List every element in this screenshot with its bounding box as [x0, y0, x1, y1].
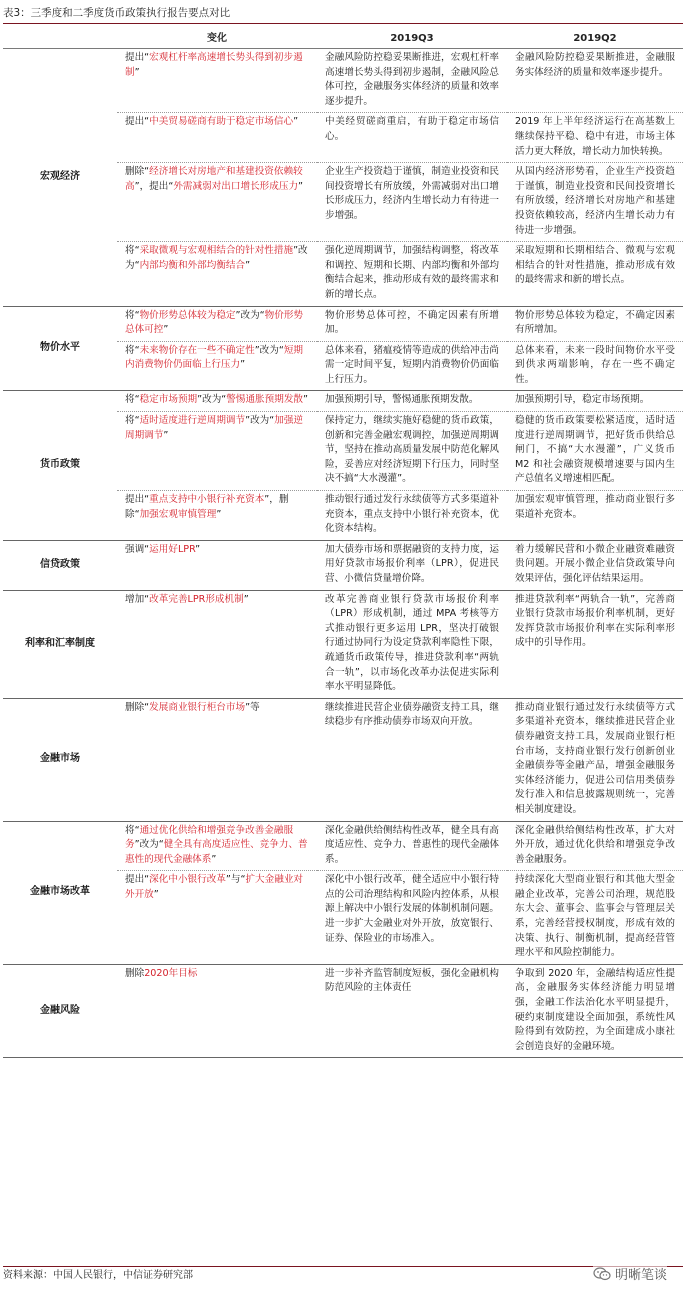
watermark — [593, 1264, 667, 1283]
header-category — [3, 30, 117, 49]
q3-cell: 推动银行通过发行永续债等方式多渠道补充资本，重点支持中小银行补充资本，优化资本结构。 — [317, 491, 507, 541]
highlight-text: 外需减弱对出口增长形成压力 — [173, 180, 299, 192]
highlight-text: 中美贸易磋商有助于稳定市场信心 — [149, 116, 294, 128]
highlight-text: 运用好LPR — [149, 543, 196, 555]
q2-cell: 总体来看，未来一段时间物价水平受到供求两端影响，存在一些不确定性。 — [507, 341, 683, 391]
change-text: ” — [245, 259, 251, 271]
change-text: 删除“ — [125, 166, 150, 178]
change-cell — [117, 341, 317, 391]
change-text: ”与“ — [225, 874, 246, 886]
q3-cell: 改革完善商业银行贷款市场报价利率（LPR）形成机制，通过 MPA 考核等方式推动银行更多运用 LPR，坚决打破银行通过协同行为设定贷款利率隐性下限，疏通货币政策传导，推进贷款利率“两轨合一轨”，以市场化改革办法促进实际利率水平明显降低。 — [317, 590, 507, 698]
table-row — [3, 306, 683, 341]
q2-cell: 持续深化大型商业银行和其他大型金融企业改革，完善公司治理，规范股东大会、董事会、监事会与管理层关系，完善经营授权制度，形成有效的决策、执行、制衡机制，提高经营管理水平和风险控制能力。 — [507, 871, 683, 965]
q2-cell: 采取短期和长期相结合、微观与宏观相结合的针对性措施，推动形成有效的最终需求和新的增长点。 — [507, 242, 683, 306]
change-text: 强调“ — [125, 543, 150, 555]
category-cell: 物价水平 — [3, 306, 117, 391]
change-text: 提出“ — [125, 874, 150, 886]
change-text: 删除“ — [125, 701, 150, 713]
category-cell: 信贷政策 — [3, 540, 117, 590]
change-text: 提出“ — [125, 52, 150, 63]
category-cell: 宏观经济 — [3, 49, 117, 307]
change-text: ”改为“ — [134, 839, 164, 851]
watermark-text: 明晰笔谈 — [614, 1268, 667, 1283]
change-text: ” — [240, 359, 246, 371]
highlight-text: 内部均衡和外部均衡结合 — [139, 259, 246, 271]
q2-cell: 从国内经济形势看，企业生产投资趋于谨慎，制造业投资和民间投资增长有所放缓，经济增长对房地产和基建投资依赖较高，经济内生增长动力有待进一步增强。 — [507, 163, 683, 242]
change-text: ”等 — [245, 701, 260, 713]
change-text: ” — [298, 180, 304, 192]
q3-cell: 保持定力，继续实施好稳健的货币政策，创新和完善金融宏观调控，加强逆周期调节，坚持在推动高质量发展中防范化解风险，妥善应对经济短期下行压力，同时坚决不搞“大水漫灌”。 — [317, 412, 507, 491]
q2-cell: 金融风险防控稳妥果断推进，金融服务实体经济的质量和效率逐步提升。 — [507, 49, 683, 113]
highlight-text: 扩大金融业对外开放 — [125, 874, 304, 900]
change-text: ”改为“ — [254, 344, 284, 356]
highlight-text: 加强逆周期调节 — [125, 415, 304, 441]
category-cell: 金融市场 — [3, 698, 117, 821]
change-text: ”改为“ — [125, 245, 308, 271]
comparison-table — [3, 30, 683, 1058]
change-cell — [117, 698, 317, 821]
change-text: ” — [216, 508, 222, 520]
q2-cell: 推动商业银行通过发行永续债等方式多渠道补充资本，继续推进民营企业债券融资支持工具，发展商业银行柜台市场，支持商业银行发行创新创业金融债券等金融产品，增强金融服务实体经济能力，促进公司信用类债券发行准入和信息披露规则统一，完善相关制度建设。 — [507, 698, 683, 821]
change-text: ” — [134, 66, 140, 78]
change-text: ” — [303, 394, 309, 406]
table-row — [3, 698, 683, 821]
change-text: 提出“ — [125, 116, 150, 128]
wechat-icon — [593, 1267, 611, 1281]
q3-cell: 强化逆周期调节，加强结构调整，将改革和调控、短期和长期、内部均衡和外部均衡结合起来，推动形成有效的最终需求和新的增长点。 — [317, 242, 507, 306]
highlight-text: 宏观杠杆率高速增长势头得到初步遏制 — [125, 52, 303, 78]
q3-cell: 总体来看，猪瘟疫情等造成的供给冲击尚需一定时间平复，短期内消费物价仍面临上行压力。 — [317, 341, 507, 391]
change-cell — [117, 871, 317, 965]
q2-cell: 2019 年上半年经济运行在高基数上继续保持平稳、稳中有进，市场主体活力更大释放，增长动力加快转换。 — [507, 113, 683, 163]
table-row — [3, 391, 683, 412]
change-text: 将“ — [125, 309, 140, 321]
header-change: 变化 — [117, 30, 317, 49]
change-cell — [117, 49, 317, 113]
q3-cell: 继续推进民营企业债券融资支持工具，继续稳步有序推动债券市场双向开放。 — [317, 698, 507, 821]
q3-cell: 深化金融供给侧结构性改革，健全具有高度适应性、竞争力、普惠性的现代金融体系。 — [317, 821, 507, 871]
highlight-text: 2020年目标 — [144, 967, 198, 979]
highlight-text: 健全具有高度适应性、竞争力、普惠性的现代金融体系 — [125, 839, 308, 865]
q2-cell: 争取到 2020 年，金融结构适应性提高，金融服务实体经济能力明显增强，金融工作法治化水平明显提升，硬约束制度建设全面加强，系统性风险得到有效防控，为全面建成小康社会创造良好的金融环境。 — [507, 964, 683, 1058]
table-body — [3, 49, 683, 1058]
change-text: ” — [243, 593, 249, 605]
q3-cell: 企业生产投资趋于谨慎，制造业投资和民间投资增长有所放缓，外需减弱对出口增长形成压力，经济内生增长动力有待进一步增强。 — [317, 163, 507, 242]
change-cell — [117, 163, 317, 242]
highlight-text: 短期内消费物价仍面临上行压力 — [125, 344, 304, 371]
change-text: ”，删除“ — [125, 494, 289, 520]
change-text: ” — [153, 888, 159, 900]
change-cell — [117, 242, 317, 306]
table-row — [3, 821, 683, 871]
table-row — [3, 49, 683, 113]
change-text: 将“ — [125, 394, 140, 406]
change-text: ”改为“ — [235, 309, 265, 321]
q2-cell: 深化金融供给侧结构性改革，扩大对外开放，通过优化供给和增强竞争改善金融服务。 — [507, 821, 683, 871]
q3-cell: 金融风险防控稳妥果断推进，宏观杠杆率高速增长势头得到初步遏制，金融风险总体可控，金融服务实体经济的质量和效率逐步提升。 — [317, 49, 507, 113]
change-text: 将“ — [125, 415, 140, 427]
change-text: ”改为“ — [197, 394, 227, 406]
table-row — [3, 590, 683, 698]
q3-cell: 进一步补齐监管制度短板，强化金融机构防范风险的主体责任 — [317, 964, 507, 1058]
change-cell — [117, 113, 317, 163]
change-text: 删除 — [125, 967, 145, 979]
q3-cell: 物价形势总体可控，不确定因素有所增加。 — [317, 306, 507, 341]
change-text: ” — [293, 116, 299, 128]
table-row — [3, 540, 683, 590]
change-cell — [117, 491, 317, 541]
highlight-text: 通过优化供给和增强竞争改善金融服务 — [125, 824, 294, 851]
highlight-text: 未来物价存在一些不确定性 — [139, 344, 255, 356]
highlight-text: 发展商业银行柜台市场 — [149, 701, 246, 713]
table-title: 表3：三季度和二季度货币政策执行报告要点对比 — [3, 3, 683, 24]
q2-cell: 推进贷款利率“两轨合一轨”，完善商业银行贷款市场报价利率机制，更好发挥贷款市场报价利率在实际利率形成中的引导作用。 — [507, 590, 683, 698]
q2-cell: 加强宏观审慎管理，推动商业银行多渠道补充资本。 — [507, 491, 683, 541]
change-cell — [117, 306, 317, 341]
change-cell — [117, 821, 317, 871]
change-text: 提出“ — [125, 494, 150, 506]
change-cell — [117, 964, 317, 1058]
q3-cell: 加强预期引导，警惕通胀预期发散。 — [317, 391, 507, 412]
table-header-row — [3, 30, 683, 49]
table-row — [3, 964, 683, 1058]
q2-cell: 物价形势总体较为稳定，不确定因素有所增加。 — [507, 306, 683, 341]
highlight-text: 采取微观与宏观相结合的针对性措施 — [139, 245, 294, 257]
change-cell — [117, 590, 317, 698]
change-cell — [117, 540, 317, 590]
change-text: 增加“ — [125, 593, 150, 605]
q3-cell: 加大债券市场和票据融资的支持力度，运用好贷款市场报价利率（LPR），促进民营、小微信贷量增价降。 — [317, 540, 507, 590]
q3-cell: 中美经贸磋商重启，有助于稳定市场信心。 — [317, 113, 507, 163]
category-cell: 利率和汇率制度 — [3, 590, 117, 698]
highlight-text: 物价形势总体较为稳定 — [139, 309, 236, 321]
category-cell: 金融风险 — [3, 964, 117, 1058]
q2-cell: 着力缓解民营和小微企业融资难融资贵问题。开展小微企业信贷政策导向效果评估，强化评估结果运用。 — [507, 540, 683, 590]
highlight-text: 警惕通胀预期发散 — [226, 394, 304, 406]
q3-cell: 深化中小银行改革，健全适应中小银行特点的公司治理结构和风险内控体系，从根源上解决中小银行发展的体制机制问题。进一步扩大金融业对外开放，放宽银行、证券、保险业的市场准入。 — [317, 871, 507, 965]
highlight-text: 物价形势总体可控 — [125, 309, 304, 336]
change-text: 将“ — [125, 824, 140, 836]
change-cell — [117, 412, 317, 491]
highlight-text: 经济增长对房地产和基建投资依赖较高 — [125, 166, 303, 192]
change-text: 将“ — [125, 344, 140, 356]
change-cell — [117, 391, 317, 412]
q2-cell: 加强预期引导，稳定市场预期。 — [507, 391, 683, 412]
q2-cell: 稳健的货币政策要松紧适度，适时适度进行逆周期调节，把好货币供给总闸门，不搞“大水漫灌”，广义货币 M2 和社会融资规模增速要与国内生产总值名义增速相匹配。 — [507, 412, 683, 491]
highlight-text: 深化中小银行改革 — [149, 874, 226, 886]
change-text: ” — [163, 324, 169, 336]
highlight-text: 改革完善LPR形成机制 — [149, 593, 244, 605]
change-text: ”，提出“ — [134, 180, 174, 192]
category-cell: 金融市场改革 — [3, 821, 117, 964]
header-2019q2: 2019Q2 — [507, 30, 683, 49]
highlight-text: 重点支持中小银行补充资本 — [149, 494, 265, 506]
change-text: 将“ — [125, 245, 140, 257]
change-text: ” — [211, 853, 217, 865]
change-text: ” — [163, 429, 169, 441]
source-note: 资料来源：中国人民银行，中信证券研究部 — [3, 1266, 683, 1285]
change-text: ”改为“ — [245, 415, 275, 427]
highlight-text: 稳定市场预期 — [139, 394, 198, 406]
highlight-text: 适时适度进行逆周期调节 — [139, 415, 246, 427]
header-2019q3: 2019Q3 — [317, 30, 507, 49]
change-text: ” — [195, 543, 201, 555]
highlight-text: 加强宏观审慎管理 — [139, 508, 217, 520]
category-cell: 货币政策 — [3, 391, 117, 540]
